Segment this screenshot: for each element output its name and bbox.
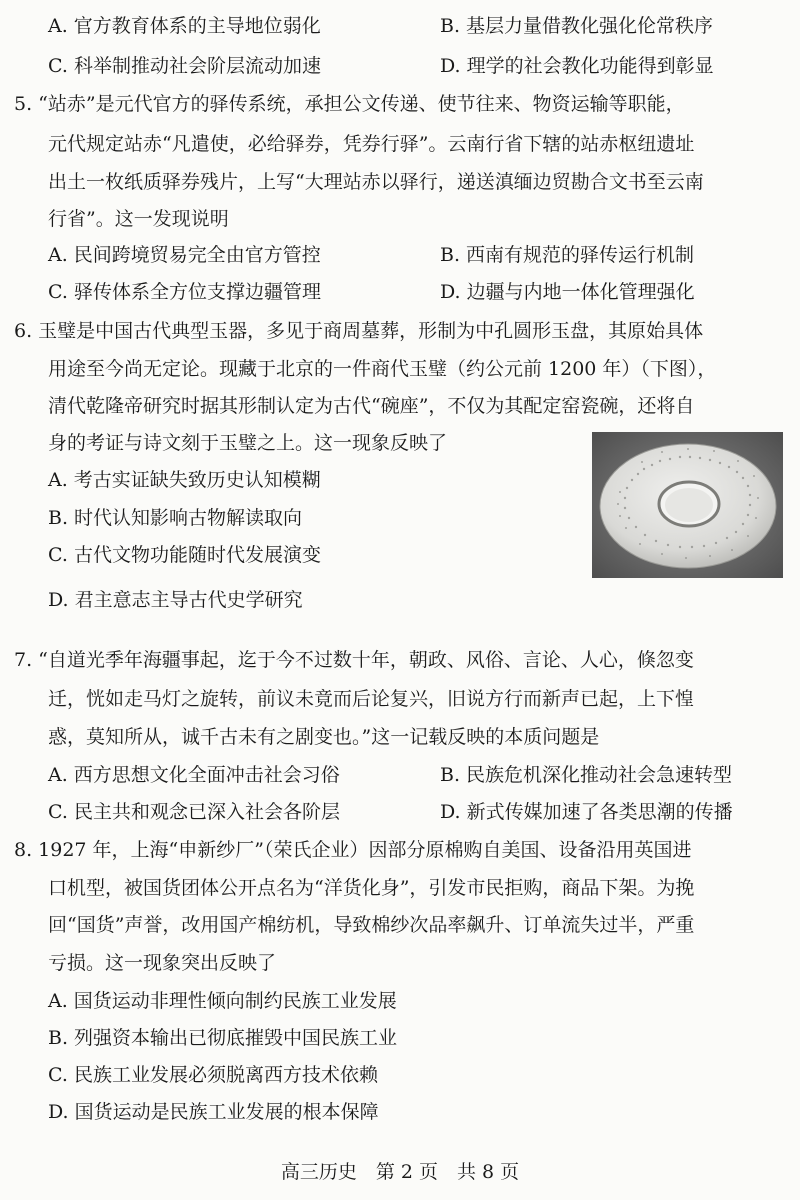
q5-stem-line: 5. “站赤”是元代官方的驿传系统，承担公文传递、使节往来、物资运输等职能， (14, 93, 685, 115)
q7-stem-line: 惑，莫知所从，诚千古未有之剧变也。”这一记载反映的本质问题是 (48, 726, 600, 748)
q6-stem-line: 用途至今尚无定论。现藏于北京的一件商代玉璧（约公元前 1200 年）（下图）， (48, 358, 717, 380)
jade-bi-photo (592, 432, 783, 578)
q6-stem-line: 清代乾隆帝研究时据其形制认定为古代“碗座”，不仅为其配定窑瓷碗，还将自 (48, 395, 695, 417)
q8-stem-line: 口机型，被国货团体公开点名为“洋货化身”，引发市民拒购，商品下架。为挽 (48, 877, 695, 899)
q5-option-b: B. 西南有规范的驿传运行机制 (440, 244, 695, 266)
q6-stem-line: 6. 玉璧是中国古代典型玉器，多见于商周墓葬，形制为中孔圆形玉盘，其原始具体 (14, 320, 704, 342)
q5-option-d: D. 边疆与内地一体化管理强化 (440, 281, 695, 303)
q7-option-a: A. 西方思想文化全面冲击社会习俗 (48, 764, 340, 786)
q5-stem-line: 元代规定站赤“凡遣使，必给驿券，凭券行驿”。云南行省下辖的站赤枢纽遗址 (48, 133, 695, 155)
q6-option-b: B. 时代认知影响古物解读取向 (48, 507, 303, 529)
q6-option-a: A. 考古实证缺失致历史认知模糊 (48, 469, 321, 491)
q7-option-d: D. 新式传媒加速了各类思潮的传播 (440, 801, 733, 823)
q4-option-c: C. 科举制推动社会阶层流动加速 (48, 55, 321, 77)
q8-option-d: D. 国货运动是民族工业发展的根本保障 (48, 1101, 379, 1123)
q8-option-a: A. 国货运动非理性倾向制约民族工业发展 (48, 990, 397, 1012)
q6-stem-line: 身的考证与诗文刻于玉璧之上。这一现象反映了 (48, 432, 448, 454)
q4-option-d: D. 理学的社会教化功能得到彰显 (440, 55, 714, 77)
q5-stem-line: 行省”。这一发现说明 (48, 208, 229, 230)
q7-stem-line: 迁，恍如走马灯之旋转，前议未竟而后论复兴，旧说方行而新声已起，上下惶 (48, 688, 695, 710)
q5-stem-line: 出土一枚纸质驿券残片，上写“大理站赤以驿行，递送滇缅边贸勘合文书至云南 (48, 171, 704, 193)
q7-option-b: B. 民族危机深化推动社会急速转型 (440, 764, 733, 786)
page-footer: 高三历史 第 2 页 共 8 页 (280, 1161, 520, 1183)
jade-bi-image (592, 432, 783, 578)
q5-option-a: A. 民间跨境贸易完全由官方管控 (48, 244, 321, 266)
q6-option-c: C. 古代文物功能随时代发展演变 (48, 544, 321, 566)
q8-option-b: B. 列强资本输出已彻底摧毁中国民族工业 (48, 1027, 398, 1049)
q7-option-c: C. 民主共和观念已深入社会各阶层 (48, 801, 340, 823)
q8-option-c: C. 民族工业发展必须脱离西方技术依赖 (48, 1064, 378, 1086)
q4-option-b: B. 基层力量借教化强化伦常秩序 (440, 15, 714, 37)
q4-option-a: A. 官方教育体系的主导地位弱化 (48, 15, 321, 37)
q8-stem-line: 回“国货”声誉，改用国产棉纺机，导致棉纱次品率飙升、订单流失过半，严重 (48, 914, 695, 936)
q6-option-d: D. 君主意志主导古代史学研究 (48, 589, 303, 611)
q8-stem-line: 亏损。这一现象突出反映了 (48, 952, 277, 974)
q7-stem-line: 7. “自道光季年海疆事起，迄于今不过数十年，朝政、风俗、言论、人心，倏忽变 (14, 649, 694, 671)
q8-stem-line: 8. 1927 年，上海“申新纱厂”（荣氏企业）因部分原棉购自美国、设备沿用英国进 (14, 839, 692, 861)
q5-option-c: C. 驿传体系全方位支撑边疆管理 (48, 281, 321, 303)
